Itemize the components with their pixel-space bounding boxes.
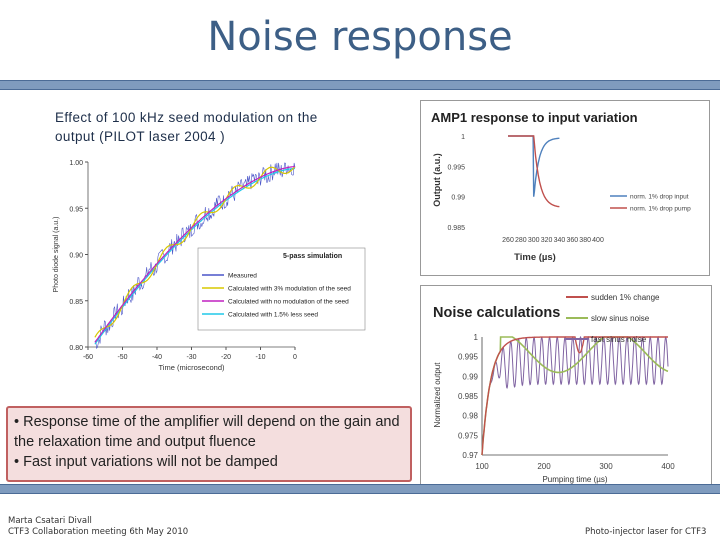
x-tick-label: 400	[592, 237, 604, 244]
legend-label: Calculated with no modulation of the seed	[228, 298, 349, 306]
footer-author: Marta Csatari Divall	[8, 516, 92, 526]
y-tick-label: 0.995	[457, 352, 478, 362]
x-axis-label: Pumping time (µs)	[542, 475, 608, 484]
y-tick-label: 0.95	[69, 206, 83, 214]
x-tick-label: -30	[186, 354, 197, 361]
slide-title: Noise response	[207, 14, 513, 60]
x-tick-label: 0	[293, 354, 297, 361]
x-tick-label: 200	[537, 462, 551, 471]
x-tick-label: 280	[515, 237, 527, 244]
y-tick-label: 0.98	[462, 411, 478, 421]
footer-meeting: CTF3 Collaboration meeting 6th May 2010	[8, 527, 189, 537]
footer-project: Photo-injector laser for CTF3	[585, 527, 707, 537]
y-tick-label: 0.85	[69, 298, 83, 306]
amp1-response-chart	[420, 100, 710, 276]
y-tick-label: 0.99	[462, 372, 478, 382]
x-tick-label: 260	[502, 237, 514, 244]
x-tick-label: 300	[599, 462, 613, 471]
bullet-fast-variations: • Fast input variations will not be damped	[14, 454, 278, 470]
legend-label: sudden 1% change	[591, 293, 660, 302]
x-tick-label: 340	[553, 237, 566, 244]
y-tick-label: 1.00	[69, 160, 83, 167]
y-tick-label: 0.995	[447, 164, 465, 172]
y-tick-label: 1	[473, 333, 478, 342]
x-tick-label: -20	[220, 354, 232, 361]
x-tick-label: -40	[151, 354, 163, 361]
legend-label: Calculated with 3% modulation of the seed	[228, 285, 351, 293]
y-tick-label: 0.99	[451, 194, 465, 202]
legend-label: slow sinus noise	[591, 314, 650, 323]
x-tick-label: 100	[475, 462, 489, 471]
x-tick-label: 320	[540, 237, 553, 244]
x-tick-label: -60	[82, 354, 94, 361]
measurement-chart	[50, 150, 370, 375]
x-tick-label: 380	[579, 237, 591, 244]
plot-caption: Effect of 100 kHz seed modulation on the output (PILOT laser 2004 )	[55, 110, 318, 144]
chart-frame	[421, 101, 710, 276]
x-axis-label: Time (microsecond)	[158, 363, 225, 372]
legend-label: Measured	[228, 272, 257, 280]
chart-title: AMP1 response to input variation	[431, 110, 638, 125]
x-axis-label: Time (µs)	[514, 252, 556, 263]
x-tick-label: -50	[117, 354, 128, 361]
noise-calculations-chart	[420, 285, 712, 489]
y-tick-label: 1	[461, 134, 465, 141]
x-tick-label: -10	[255, 354, 266, 361]
y-axis-label: Output (a.u.)	[432, 153, 442, 207]
legend-label: Calculated with 1.5% less seed	[228, 311, 318, 319]
footer-divider-bar	[0, 484, 720, 494]
chart-title: Noise calculations	[433, 305, 561, 321]
y-tick-label: 0.97	[462, 451, 478, 460]
y-tick-label: 0.985	[447, 225, 465, 232]
y-tick-label: 0.80	[69, 345, 83, 352]
y-axis-label: Photo diode signal (a.u.)	[53, 216, 60, 293]
bullet-response-time: • Response time of the amplifier will depend on the gain and the relaxation time and output fluence	[14, 414, 400, 450]
legend-title: 5-pass simulation	[283, 253, 343, 260]
x-tick-label: 360	[566, 237, 579, 244]
legend-label: norm. 1% drop pump	[630, 205, 691, 213]
y-tick-label: 0.90	[69, 252, 83, 260]
legend-label: fast sinus noise	[591, 335, 647, 344]
header-divider-bar	[0, 80, 720, 90]
y-axis-label: Normalized output	[433, 362, 442, 428]
x-tick-label: 400	[661, 462, 675, 471]
x-tick-label: 300	[527, 237, 540, 244]
conclusion-callout	[6, 406, 412, 482]
y-tick-label: 0.985	[457, 392, 478, 401]
legend-label: norm. 1% drop input	[630, 193, 689, 201]
y-tick-label: 0.975	[457, 431, 478, 441]
